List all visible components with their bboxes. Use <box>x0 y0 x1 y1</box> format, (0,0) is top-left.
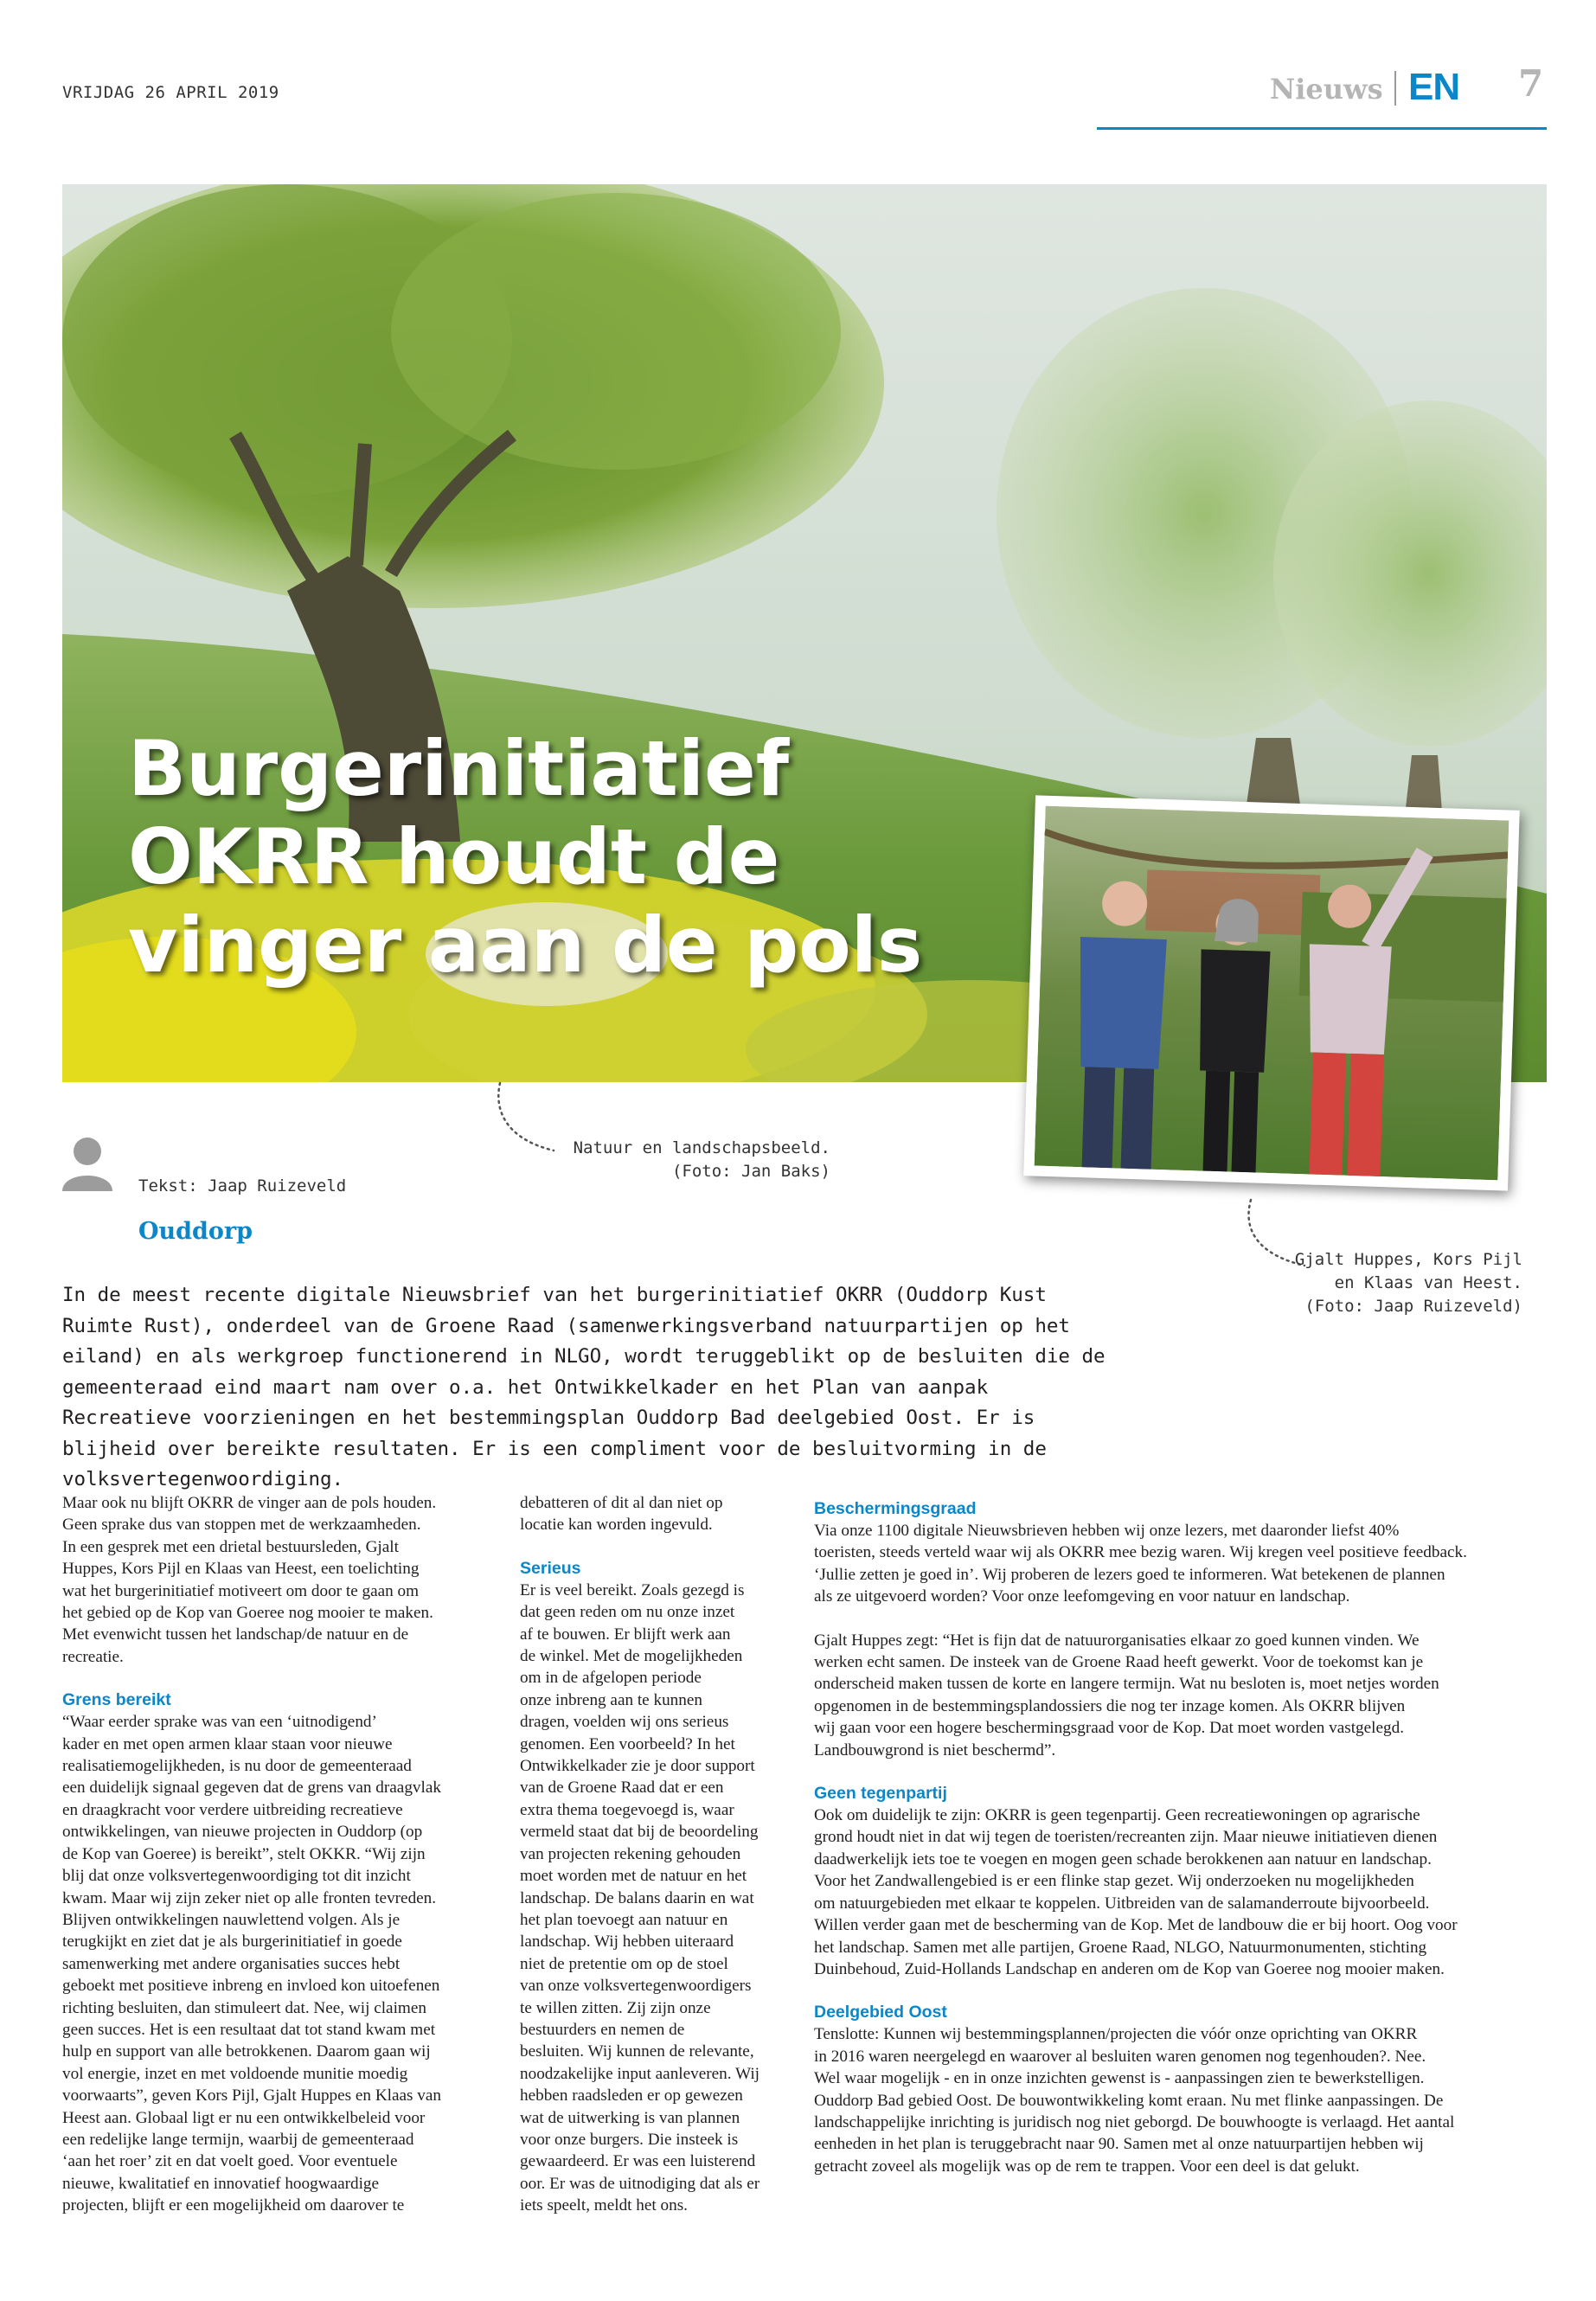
body-paragraph: Er is veel bereikt. Zoals gezegd is dat geen reden om nu onze inzet af te bouwen. Er blijft werk aan de winkel. Met de mogelijkheden om in de afgelopen periode onze inbreng aan te kunnen dragen, voelden wij ons serieus genomen. Een voorbeeld? In het Ontwikkelkader zie je door support van de Groene Raad dat er een extra thema toegevoegd is, waar vermeld staat dat bij de beoordeling van projecten rekening gehouden moet worden met de natuur en het landschap. De balans daarin en wat het plan toevoegt aan natuur en landschap. Wij hebben uiteraard niet de pretentie om op de stoel van onze volksvertegenwoordigers te willen zitten. Zij zijn onze bestuurders en nemen de besluiten. Wij kunnen de relevante, noodzakelijke input aanleveren. Wij hebben raadsleden er op gewezen wat de uitwerking is van plannen voor onze burgers. Die insteek is gewaardeerd. Er was een luisterend oor. Er was de uitnodiging dat als er iets speelt, meldt het ons. <box>520 1580 760 2215</box>
page-number: 7 <box>1518 62 1544 105</box>
section-label: Nieuws <box>1270 73 1383 106</box>
author-byline: Tekst: Jaap Ruizeveld <box>138 1176 347 1195</box>
inset-photo-caption-line-1: Gjalt Huppes, Kors Pijl <box>1294 1250 1522 1269</box>
main-photo-caption-line-1: Natuur en landschapsbeeld. <box>573 1138 830 1157</box>
subheading-grens-bereikt: Grens bereikt <box>62 1690 171 1710</box>
headline-line-2: OKRR houdt de <box>128 812 780 901</box>
newspaper-logo: EN <box>1408 66 1460 108</box>
body-column-2 <box>520 1492 795 2239</box>
author-avatar-icon <box>62 1136 112 1191</box>
main-photo-caption-line-2: (Foto: Jan Baks) <box>671 1162 830 1181</box>
header-rule <box>1097 127 1547 130</box>
inset-photo-caption <box>1194 1248 1522 1318</box>
body-paragraph: Maar ook nu blijft OKRR de vinger aan de pols houden. Geen sprake dus van stoppen met de werkzaamheden. In een gesprek met een drietal bestuursleden, Gjalt Huppes, Kors Pijl en Klaas van Heest, een toelichting wat het burgerinitiatief motiveert om door te gaan om het gebied op de Kop van Goeree nog mooier te maken. Met evenwicht tussen het landschap/de natuur en de recreatie. <box>62 1494 437 1666</box>
body-paragraph: Tenslotte: Kunnen wij bestemmingsplannen/projecten die vóór onze oprichting van OKRR in 2016 waren neergelegd en waarover al besluiten waren genomen nog tegenhouden?. Nee. Wel waar mogelijk - en in onze inzichten gewenst is - aanpassingen zien te bewerkstelligen. Ouddorp Bad gebied Oost. De bouwontwikkeling komt eraan. Nu met flinke aanpassingen. De landschappelijke inrichting is juridisch nog niet geborgd. De bouwhoogte is verlaagd. Het aantal eenheden in het plan is teruggebracht naar 90. Samen met al onze natuurpartijen hebben wij getracht zoveel als mogelijk was op de rem te trappen. Voor een deel is dat gelukt. <box>814 2025 1455 2176</box>
subheading-beschermingsgraad: Beschermingsgraad <box>814 1499 977 1518</box>
issue-date: VRIJDAG 26 APRIL 2019 <box>62 83 279 102</box>
main-photo-caption <box>502 1137 830 1183</box>
inset-photo <box>1023 795 1520 1190</box>
lead-paragraph: In de meest recente digitale Nieuwsbrief van het burgerinitiatief OKRR (Ouddorp Kust Ruimte Rust), onderdeel van de Groene Raad (samenwerkingsverband natuurpartijen op het eiland) en als werkgroep functionerend in NLGO, wordt teruggeblikt op de besluiten die de gemeenteraad eind maart nam over o.a. het Ontwikkelkader en het Plan van aanpak Recreatieve voorzieningen en het bestemmingsplan Ouddorp Bad deelgebied Oost. Er is blijheid over bereikte resultaten. Er is een compliment voor de besluitvorming in de volksvertegenwoordiging. <box>62 1284 1106 1490</box>
headline <box>128 725 993 990</box>
body-paragraph: Via onze 1100 digitale Nieuwsbrieven hebben wij onze lezers, met daaronder liefst 40% toeristen, steeds verteld waar wij als OKRR mee bezig waren. Wij kregen veel positieve feedback. ‘Jullie zetten je goed in’. Wij proberen de lezers goed te informeren. Wat betekenen de plannen als ze uitgevoerd worden? Voor onze leefomgeving en voor natuur en landschap. <box>814 1522 1467 1606</box>
headline-line-3: vinger aan de pols <box>128 901 923 990</box>
body-paragraph: debatteren of dit al dan niet op locatie kan worden ingevuld. <box>520 1494 723 1535</box>
inset-photo-caption-line-2: en Klaas van Heest. <box>1334 1273 1522 1292</box>
subheading-deelgebied-oost: Deelgebied Oost <box>814 2003 947 2022</box>
header-divider <box>1394 71 1396 106</box>
dateline-place: Ouddorp <box>138 1218 253 1245</box>
body-paragraph: Gjalt Huppes zegt: “Het is fijn dat de natuurorganisaties elkaar zo goed kunnen vinden. We werken echt samen. De insteek van de Groene Raad heeft gewerkt. Voor de toekomst kan je onderscheid maken tussen de korte en langere termijn. Wat nu besloten is, moet netjes worden opgenomen in de bestemmingsplandossiers die nog ter inzage komen. Als OKRR blijven wij gaan voor een hogere beschermingsgraad voor de Kop. Dat moet worden vastgelegd. Landbouwgrond is niet beschermd”. <box>814 1631 1439 1759</box>
inset-photo-caption-line-3: (Foto: Jaap Ruizeveld) <box>1304 1297 1522 1316</box>
body-paragraph: “Waar eerder sprake was van een ‘uitnodigend’ kader en met open armen klaar staan voor nieuwe realisatiemogelijkheden, is nu door de gemeenteraad een duidelijk signaal gegeven dat de grens van draagvlak en draagkracht voor verdere uitbreiding recreatieve ontwikkelingen, van nieuwe projecten in Ouddorp (op de Kop van Goeree) is bereikt”, stelt OKKR. “Wij zijn blij dat onze volksvertegenwoordiging tot dit inzicht kwam. Maar wij zijn zeker niet op alle fronten tevreden. Blijven ontwikkelingen nauwlettend volgen. Als je terugkijkt en ziet dat je als burgerinitiatief in goede samenwerking met andere organisaties succes hebt geboekt met positieve inbreng en invloed kon uitoefenen richting besluiten, dan stimuleert dat. Nee, wij claimen geen succes. Het is een resultaat dat tot stand kwam met hulp en support van alle betrokkenen. Daarom gaan wij vol energie, inzet en met voldoende munitie moedig voorwaarts”, geven Kors Pijl, Gjalt Huppes en Klaas van Heest aan. Globaal ligt er nu een ontwikkelbeleid voor een redelijke lange termijn, waarbij de gemeenteraad ‘aan het roer’ zit en dat voelt goed. Voor eventuele nieuwe, kwalitatief en innovatief hoogwaardige projecten, blijft er een mogelijkheid om daarover te <box>62 1713 442 2215</box>
headline-line-1: Burgerinitiatief <box>128 724 789 813</box>
body-column-3 <box>814 1498 1547 2199</box>
subheading-serieus: Serieus <box>520 1558 581 1578</box>
subheading-geen-tegenpartij: Geen tegenpartij <box>814 1784 947 1804</box>
body-column-1 <box>62 1492 499 2239</box>
body-paragraph: Ook om duidelijk te zijn: OKRR is geen tegenpartij. Geen recreatiewoningen op agrarische grond houdt niet in dat wij tegen de toeristen/recreanten zijn. Maar nieuwe initiatieven dienen daadwerkelijk iets toe te voegen en mogen geen schade berokkenen aan natuur en landschap. Voor het Zandwallengebied is er een flinke stap gezet. Wij onderzoeken nu mogelijkheden om natuurgebieden met elkaar te koppelen. Uitbreiden van de salamanderroute bijvoorbeeld. Willen verder gaan met de bescherming van de Kop. Met de landbouw die er bij hoort. Oog voor het landschap. Samen met alle partijen, Groene Raad, NLGO, Natuurmonumenten, stichting Duinbehoud, Zuid-Hollands Landschap en anderen om de Kop van Goeree nog mooier maken. <box>814 1806 1458 1978</box>
